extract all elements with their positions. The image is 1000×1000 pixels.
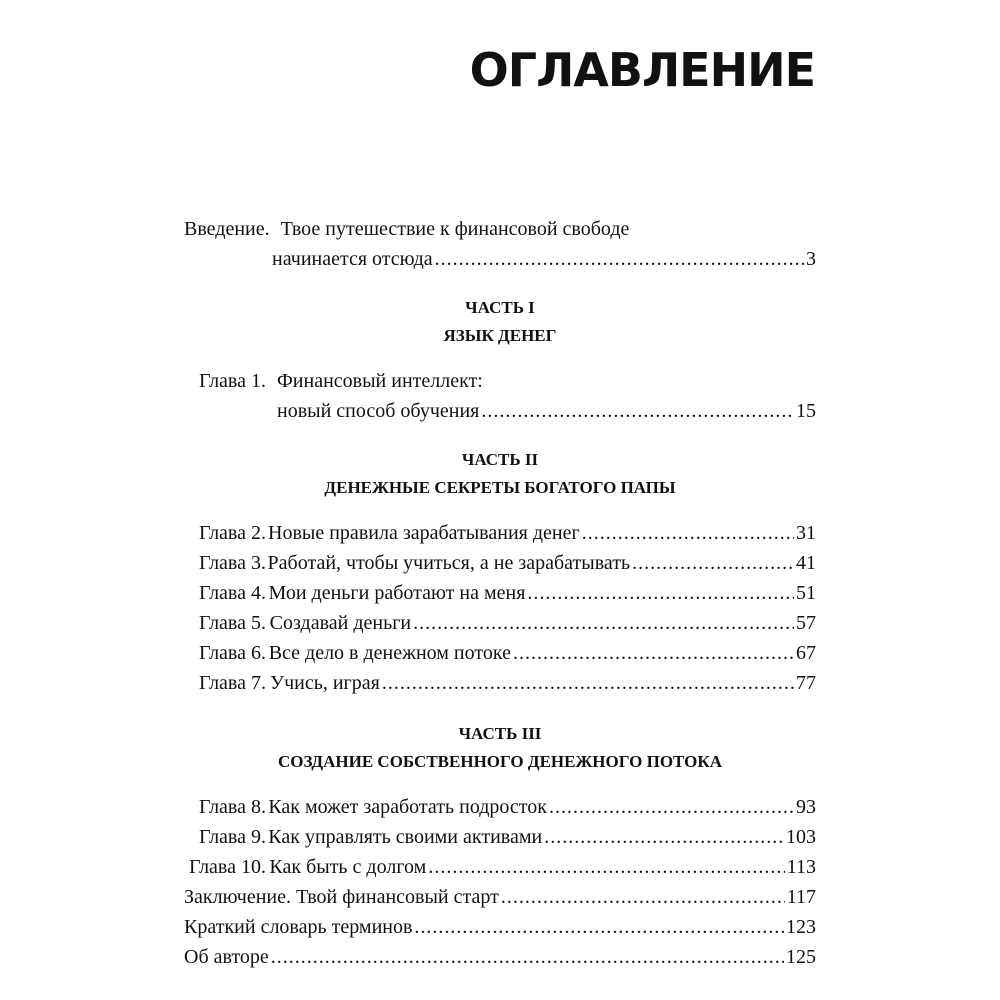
dot-leader	[413, 608, 794, 638]
toc-entry-conclusion[interactable]	[184, 882, 816, 912]
chapter-label: Глава 2.	[199, 522, 266, 544]
dot-leader	[549, 792, 794, 822]
page-number: 67	[796, 642, 816, 664]
page-number: 123	[786, 916, 816, 938]
page-number: 77	[796, 672, 816, 694]
chapter-title: Учись, играя	[269, 672, 380, 694]
intro-title-line2: начинается отсюда	[272, 248, 433, 270]
page-number: 31	[796, 522, 816, 544]
toc-entry-chapter-8[interactable]	[184, 792, 816, 822]
toc-entry-chapter-6[interactable]	[184, 638, 816, 668]
intro-label: Введение.	[184, 218, 270, 240]
chapter-label: Глава 3.	[199, 552, 266, 574]
dot-leader	[382, 668, 794, 698]
chapter-label: Глава 9.	[199, 826, 266, 848]
toc-entry-chapter-4[interactable]	[184, 578, 816, 608]
dot-leader	[544, 822, 784, 852]
part-3-name: СОЗДАНИЕ СОБСТВЕННОГО ДЕНЕЖНОГО ПОТОКА	[277, 752, 722, 771]
chapter-title-line1: Финансовый интеллект:	[277, 370, 483, 392]
page-number: 125	[786, 946, 816, 968]
chapter-title: Все дело в денежном потоке	[268, 642, 511, 664]
toc-entry-chapter-10[interactable]	[184, 852, 816, 882]
chapter-title: Мои деньги работают на меня	[268, 582, 526, 604]
dot-leader	[501, 882, 785, 912]
chapter-title: Новые правила зарабатывания денег	[268, 522, 580, 544]
part-3-number: ЧАСТЬ III	[458, 724, 542, 743]
chapter-label: Глава 7.	[199, 672, 266, 694]
page-number: 117	[786, 886, 816, 908]
page-number: 93	[796, 796, 816, 818]
chapter-label: Глава 6.	[199, 642, 266, 664]
page-number: 15	[796, 400, 816, 422]
intro-title-line1: Твое путешествие к финансовой свободе	[280, 218, 630, 240]
chapter-title: Создавай деньги	[269, 612, 412, 634]
toc-entry-chapter-5[interactable]	[184, 608, 816, 638]
dot-leader	[435, 244, 804, 274]
back-matter-title: Краткий словарь терминов	[184, 916, 413, 938]
toc-entry-chapter-3[interactable]	[184, 548, 816, 578]
dot-leader	[271, 942, 784, 972]
dot-leader	[527, 578, 794, 608]
chapter-label: Глава 10.	[189, 856, 266, 878]
chapter-label: Глава 8.	[199, 796, 266, 818]
chapter-label: Глава 5.	[199, 612, 266, 634]
toc-entry-chapter-1-line2[interactable]	[184, 396, 816, 426]
toc-entry-chapter-9[interactable]	[184, 822, 816, 852]
toc-entry-chapter-2[interactable]	[184, 518, 816, 548]
chapter-title-line2: новый способ обучения	[277, 400, 480, 422]
chapter-label: Глава 1.	[199, 370, 266, 392]
page-title: ОГЛАВЛЕНИЕ	[469, 43, 815, 97]
toc-entry-glossary[interactable]	[184, 912, 816, 942]
page-number: 57	[796, 612, 816, 634]
toc-entry-intro-line1[interactable]	[184, 214, 816, 244]
dot-leader	[481, 396, 794, 426]
page-number: 3	[806, 248, 816, 270]
toc-entry-about-author[interactable]	[184, 942, 816, 972]
chapter-title: Работай, чтобы учиться, а не зарабатывать	[267, 552, 631, 574]
chapter-title: Как может заработать подросток	[268, 796, 547, 818]
back-matter-title: Заключение. Твой финансовый старт	[184, 886, 499, 908]
part-2-number: ЧАСТЬ II	[461, 450, 539, 469]
dot-leader	[414, 912, 784, 942]
page-number: 51	[796, 582, 816, 604]
toc-entry-intro-line2[interactable]	[184, 244, 816, 274]
toc-entry-chapter-7[interactable]	[184, 668, 816, 698]
part-1-number: ЧАСТЬ I	[465, 298, 535, 317]
dot-leader	[513, 638, 794, 668]
chapter-label: Глава 4.	[199, 582, 266, 604]
table-of-contents	[184, 214, 816, 972]
page-number: 103	[786, 826, 816, 848]
chapter-title: Как управлять своими активами	[268, 826, 543, 848]
chapter-title: Как быть с долгом	[269, 856, 427, 878]
back-matter-title: Об авторе	[184, 946, 269, 968]
toc-entry-chapter-1-line1[interactable]	[184, 366, 816, 396]
part-2-name: ДЕНЕЖНЫЕ СЕКРЕТЫ БОГАТОГО ПАПЫ	[324, 478, 676, 497]
page-number: 41	[796, 552, 816, 574]
part-1-name: ЯЗЫК ДЕНЕГ	[443, 326, 557, 345]
dot-leader	[582, 518, 794, 548]
dot-leader	[428, 852, 784, 882]
page-number: 113	[786, 856, 816, 878]
dot-leader	[632, 548, 794, 578]
